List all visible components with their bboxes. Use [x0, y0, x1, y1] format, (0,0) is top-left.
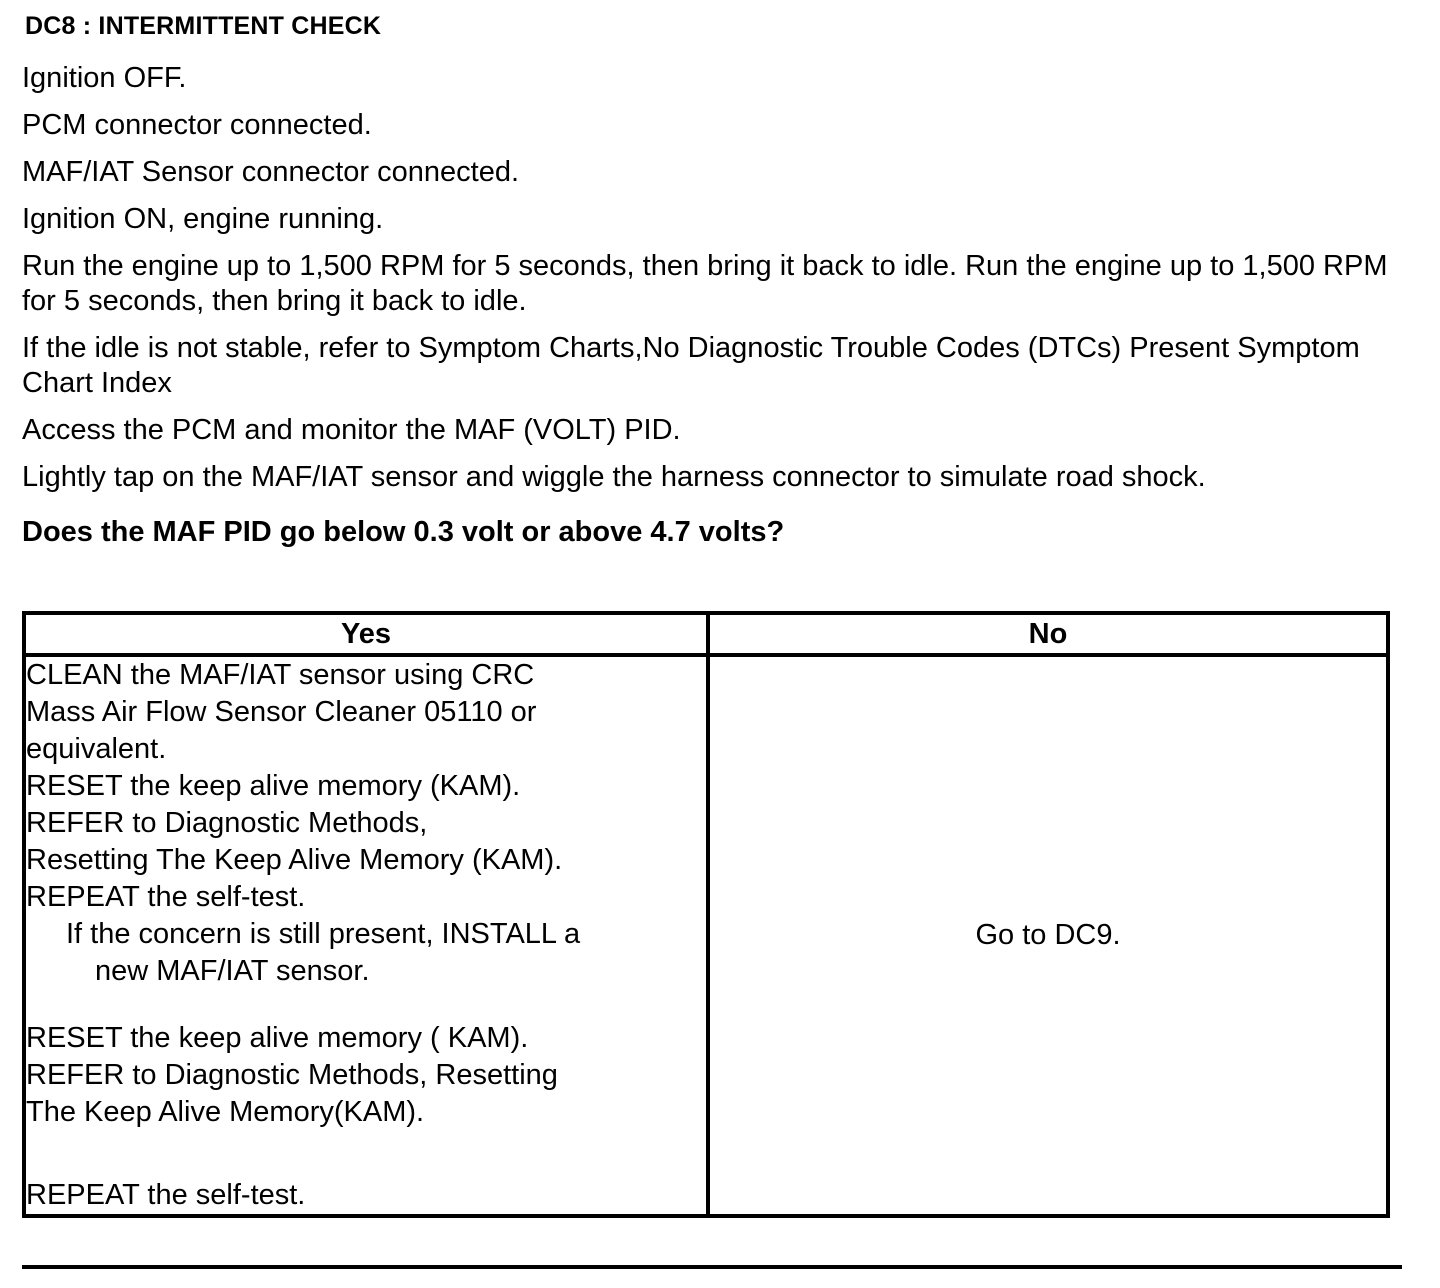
yes-line: The Keep Alive Memory(KAM). — [26, 1096, 425, 1128]
header-yes: Yes — [24, 613, 708, 655]
bottom-divider — [22, 1265, 1402, 1269]
step-item: Lightly tap on the MAF/IAT sensor and wiggle the harness connector to simulate road shock. — [22, 461, 1206, 493]
page-title: DC8 : INTERMITTENT CHECK — [25, 12, 382, 40]
step-item: If the idle is not stable, refer to Symptom Charts,No Diagnostic Trouble Codes (DTCs) Present Symptom Chart Index — [22, 332, 1360, 399]
yes-line: RESET the keep alive memory (KAM). — [26, 770, 521, 802]
yes-action-cell — [24, 655, 708, 1216]
result-table — [22, 611, 1390, 1218]
yes-line: REFER to Diagnostic Methods, — [26, 807, 428, 839]
yes-line: REFER to Diagnostic Methods, Resetting — [26, 1059, 558, 1091]
step-item: Run the engine up to 1,500 RPM for 5 seconds, then bring it back to idle. Run the engine up to 1,500 RPM for 5 seconds, then bring it back to idle. — [22, 250, 1388, 317]
yes-line: If the concern is still present, INSTALL a — [66, 918, 581, 950]
yes-line: REPEAT the self-test. — [26, 1179, 306, 1211]
yes-line: REPEAT the self-test. — [26, 881, 306, 913]
step-item: Ignition OFF. — [22, 62, 187, 94]
yes-line: equivalent. — [26, 733, 167, 765]
header-no: No — [708, 613, 1388, 655]
table-row — [24, 655, 1388, 1216]
no-action-cell: Go to DC9. — [708, 655, 1388, 1216]
step-item: Access the PCM and monitor the MAF (VOLT) PID. — [22, 414, 681, 446]
table-header-row — [24, 613, 1388, 655]
yes-line: Resetting The Keep Alive Memory (KAM). — [26, 844, 563, 876]
yes-line: RESET the keep alive memory ( KAM). — [26, 1022, 529, 1054]
yes-line: CLEAN the MAF/IAT sensor using CRC — [26, 659, 535, 691]
step-item: MAF/IAT Sensor connector connected. — [22, 156, 520, 188]
step-item: PCM connector connected. — [22, 109, 372, 141]
procedure-steps — [22, 61, 1422, 507]
step-item: Ignition ON, engine running. — [22, 203, 384, 235]
yes-line: new MAF/IAT sensor. — [95, 955, 370, 987]
yes-line: Mass Air Flow Sensor Cleaner 05110 or — [26, 696, 537, 728]
diagnostic-question: Does the MAF PID go below 0.3 volt or above 4.7 volts? — [22, 516, 785, 548]
